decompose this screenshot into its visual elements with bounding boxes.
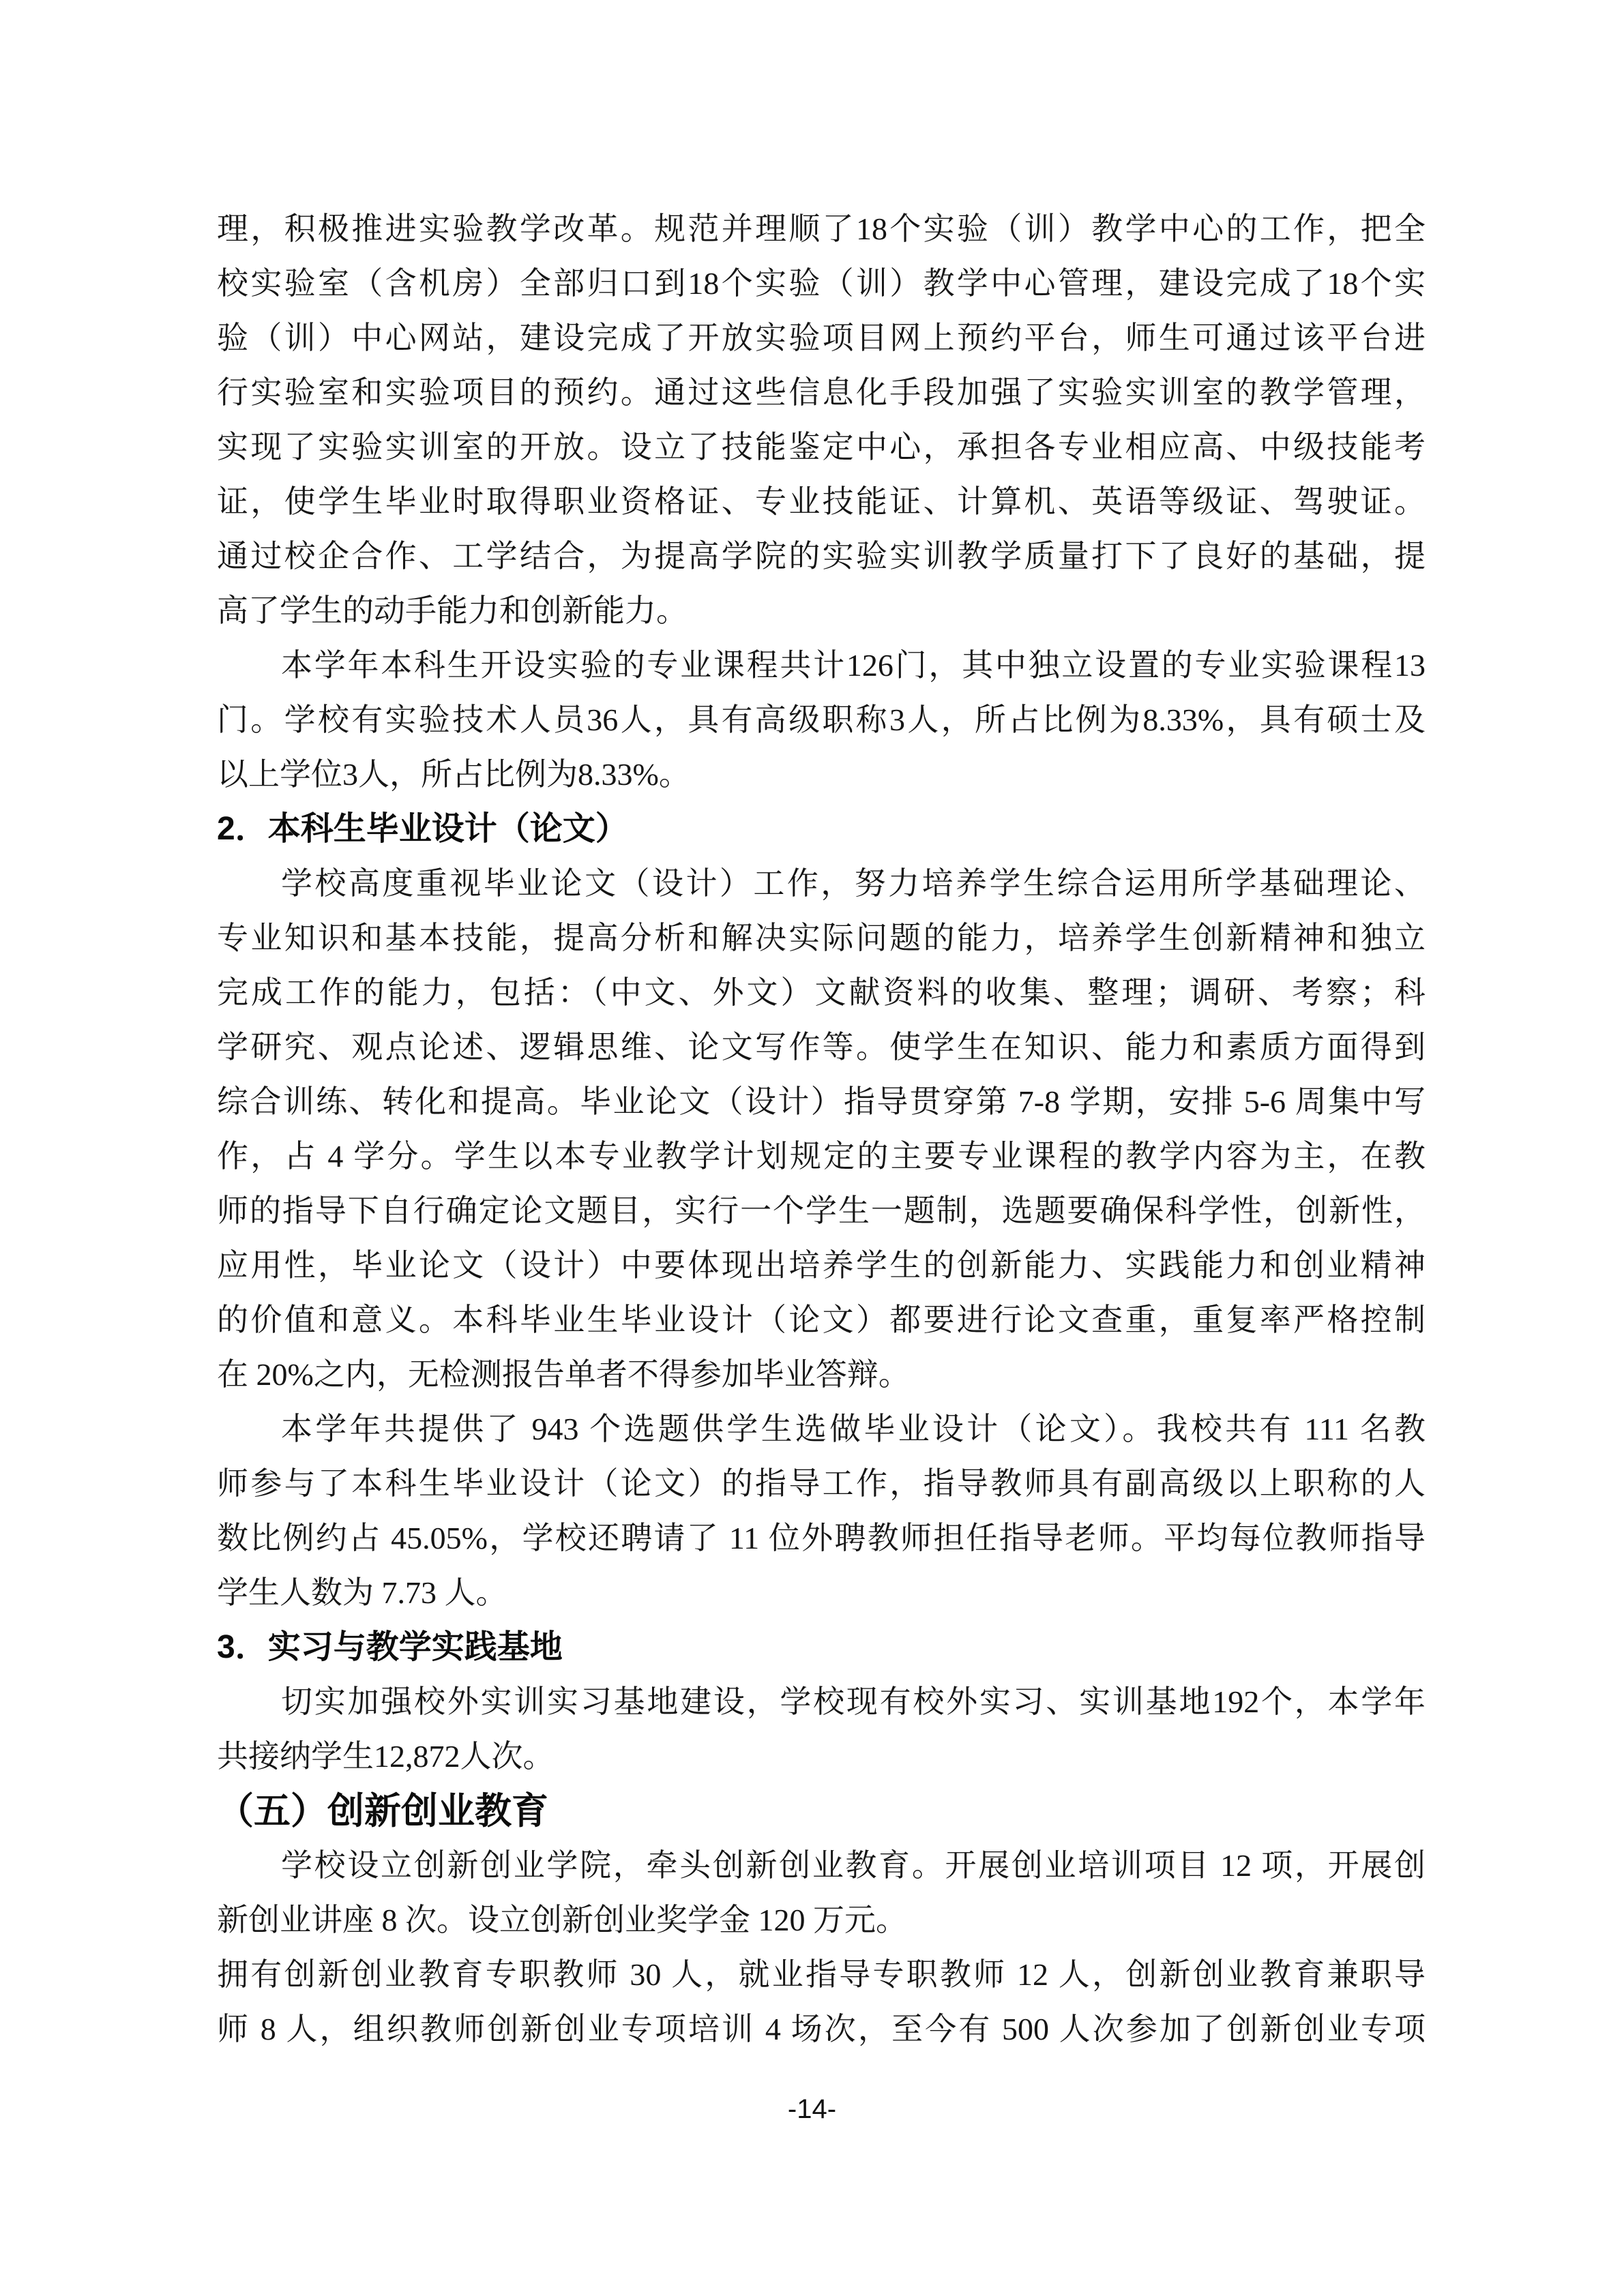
paragraph-line: 本学年共提供了 943 个选题供学生选做毕业设计（论文）。我校共有 111 名教: [281, 1412, 1426, 1446]
document-content: [217, 202, 1426, 2057]
paragraph-line: 应用性，毕业论文（设计）中要体现出培养学生的创新能力、实践能力和创业精神: [217, 1248, 1426, 1283]
paragraph-line: 新创业讲座 8 次。设立创新创业奖学金 120 万元。: [217, 1903, 907, 1937]
paragraph-line: 师 8 人，组织教师创新创业专项培训 4 场次，至今有 500 人次参加了创新创业专项: [217, 2012, 1426, 2046]
paragraph-line: 以上学位3人，所占比例为8.33%。: [217, 757, 690, 792]
paragraph-line: 证，使学生毕业时取得职业资格证、专业技能证、计算机、英语等级证、驾驶证。: [217, 484, 1426, 519]
paragraph-line: 验（训）中心网站，建设完成了开放实验项目网上预约平台，师生可通过该平台进: [217, 320, 1426, 355]
paragraph-line: 学校设立创新创业学院，牵头创新创业教育。开展创业培训项目 12 项，开展创: [281, 1848, 1426, 1883]
paragraph-line: 门。学校有实验技术人员36人，具有高级职称3人，所占比例为8.33%，具有硕士及: [217, 702, 1426, 737]
paragraph-line: 学生人数为 7.73 人。: [217, 1575, 507, 1610]
paragraph-line: 师参与了本科生毕业设计（论文）的指导工作，指导教师具有副高级以上职称的人: [217, 1466, 1426, 1501]
subsection-heading: 2．本科生毕业设计（论文）: [217, 811, 628, 847]
paragraph-line: 学校高度重视毕业论文（设计）工作，努力培养学生综合运用所学基础理论、: [281, 866, 1426, 901]
paragraph-line: 理，积极推进实验教学改革。规范并理顺了18个实验（训）教学中心的工作，把全: [217, 211, 1426, 246]
paragraph-line: 完成工作的能力，包括：（中文、外文）文献资料的收集、整理；调研、考察；科: [217, 975, 1426, 1010]
paragraph-line: 校实验室（含机房）全部归口到18个实验（训）教学中心管理，建设完成了18个实: [217, 266, 1426, 301]
paragraph-line: 通过校企合作、工学结合，为提高学院的实验实训教学质量打下了良好的基础，提: [217, 539, 1426, 573]
paragraph-line: 行实验室和实验项目的预约。通过这些信息化手段加强了实验实训室的教学管理，: [217, 375, 1426, 410]
paragraph-line: 专业知识和基本技能，提高分析和解决实际问题的能力，培养学生创新精神和独立: [217, 921, 1426, 955]
section-heading: （五）创新创业教育: [217, 1791, 548, 1832]
paragraph-line: 学研究、观点论述、逻辑思维、论文写作等。使学生在知识、能力和素质方面得到: [217, 1030, 1426, 1064]
paragraph-line: 的价值和意义。本科毕业生毕业设计（论文）都要进行论文查重，重复率严格控制: [217, 1302, 1426, 1337]
paragraph-line: 切实加强校外实训实习基地建设，学校现有校外实习、实训基地192个，本学年: [281, 1684, 1426, 1719]
paragraph-line: 共接纳学生12,872人次。: [217, 1739, 555, 1774]
page-number: -14-: [787, 2094, 837, 2124]
paragraph-line: 作，占 4 学分。学生以本专业教学计划规定的主要专业课程的教学内容为主，在教: [217, 1139, 1426, 1174]
paragraph-line: 本学年本科生开设实验的专业课程共计126门，其中独立设置的专业实验课程13: [281, 648, 1426, 683]
paragraph-line: 在 20%之内，无检测报告单者不得参加毕业答辩。: [217, 1357, 910, 1392]
paragraph-line: 高了学生的动手能力和创新能力。: [217, 593, 688, 628]
paragraph-line: 师的指导下自行确定论文题目，实行一个学生一题制，选题要确保科学性，创新性，: [217, 1193, 1426, 1228]
paragraph-line: 实现了实验实训室的开放。设立了技能鉴定中心，承担各专业相应高、中级技能考: [217, 430, 1426, 464]
paragraph-line: 综合训练、转化和提高。毕业论文（设计）指导贯穿第 7-8 学期，安排 5-6 周集中写: [217, 1084, 1426, 1119]
paragraph-line: 拥有创新创业教育专职教师 30 人，就业指导专职教师 12 人，创新创业教育兼职导: [217, 1957, 1426, 1992]
subsection-heading: 3．实习与教学实践基地: [217, 1629, 563, 1665]
paragraph-line: 数比例约占 45.05%，学校还聘请了 11 位外聘教师担任指导老师。平均每位教师指导: [217, 1521, 1426, 1555]
